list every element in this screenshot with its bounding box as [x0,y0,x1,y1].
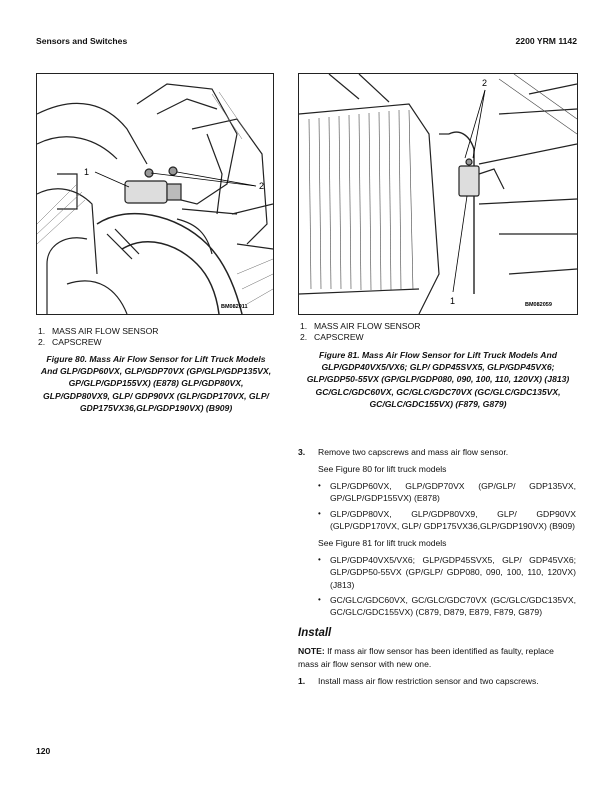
legend-item [300,321,576,332]
legend-number: 1. [300,321,308,331]
note-label: NOTE: [298,646,325,657]
figure-81-image [298,73,578,315]
legend-label: MASS AIR FLOW SENSOR [52,326,159,336]
step-text: Install mass air flow restriction sensor and two capscrews. [318,676,539,687]
figure-80-caption: Figure 80. Mass Air Flow Sensor for Lift Truck Models And GLP/GDP60VX, GLP/GDP70VX (GP/GLP/GDP135VX, GP/GLP/GDP155VX) (E878) GLP/GDP80VX, GLP/GDP80VX9, GLP/ GDP90VX (GLP/GDP170VX, GLP/ GDP175VX36,GLP/GDP190VX) (B909) [40,354,272,413]
see-figure-80: See Figure 80 for lift truck models [318,464,447,475]
legend-number: 2. [38,336,46,347]
legend-item [38,337,274,348]
figure-81-caption: Figure 81. Mass Air Flow Sensor for Lift Truck Models And GLP/GDP40VX5/VX6; GLP/ GDP45SVX5, GLP/GDP45VX6; GLP/GDP50-55VX (GP/GLP/GDP080, 090, 100, 110, 120VX) (J813) GC/GLC/GDC60VX, GC/GLC/GDC70VX (GC/GLC/GDC135VX, GC/GLC/GDC155VX) (F879, G879) [306,350,570,409]
figure-80-callout-1: 1 [84,167,90,177]
running-header-doc-id: 2200 YRM 1142 [515,36,577,46]
page-number: 120 [36,746,51,756]
legend-number: 2. [300,331,308,342]
running-header-section: Sensors and Switches [36,36,128,46]
figure-81-legend [300,321,576,342]
figure-81-drawing [299,74,577,314]
figure-80-callout-2: 2 [259,181,265,191]
figure-80-legend [38,326,274,347]
list-item [318,554,576,591]
remove-step-3 [298,446,576,458]
step-text: Remove two capscrews and mass air flow sensor. [318,447,509,457]
see-figure-81: See Figure 81 for lift truck models [318,538,447,549]
legend-label: MASS AIR FLOW SENSOR [314,321,421,331]
list-item-text: GLP/GDP40VX5/VX6; GLP/GDP45SVX5, GLP/ GDP45VX6; GLP/GDP50-55VX (GP/GLP/ GDP080, 090, 100, 110, 120VX) (J813) [330,554,576,590]
figure-80-image [36,73,274,315]
install-note [298,645,576,670]
list-item-text: GLP/GDP60VX, GLP/GDP70VX (GP/GLP/ GDP135VX, GP/GLP/GDP155VX) (E878) [330,480,576,504]
list-item [318,508,576,533]
figure-81-callout-2: 2 [482,78,488,88]
list-item-text: GC/GLC/GDC60VX, GC/GLC/GDC70VX (GC/GLC/GDC135VX, GC/GLC/GDC155VX) (C879, D879, E879, F879, G879) [330,595,576,618]
legend-number: 1. [38,326,46,336]
list-item [318,594,576,619]
bullet-icon: • [318,480,321,490]
legend-label: CAPSCREW [314,331,364,342]
bullet-icon: • [318,595,321,605]
list-item [318,480,576,505]
bullet-icon: • [318,554,321,564]
step-number: 3. [298,447,306,457]
figure-81-code: BM082059 [525,302,552,308]
install-step-1 [298,675,576,687]
figure-80-code: BM082011 [221,304,248,310]
step-number: 1. [298,676,306,687]
list-item-text: GLP/GDP80VX, GLP/GDP80VX9, GLP/ GDP90VX (GLP/GDP170VX, GLP/ GDP175VX36,GLP/GDP190VX) (B909) [330,508,576,532]
bullet-icon: • [318,508,321,518]
procedure-body [298,446,576,688]
figure-80-drawing [37,74,273,314]
legend-item [300,332,576,343]
install-heading: Install [298,626,332,639]
legend-item [38,326,274,337]
note-text: If mass air flow sensor has been identified as faulty, replace mass air flow sensor with new one. [298,646,554,669]
legend-label: CAPSCREW [52,336,102,347]
figure-81-callout-1: 1 [450,296,456,306]
